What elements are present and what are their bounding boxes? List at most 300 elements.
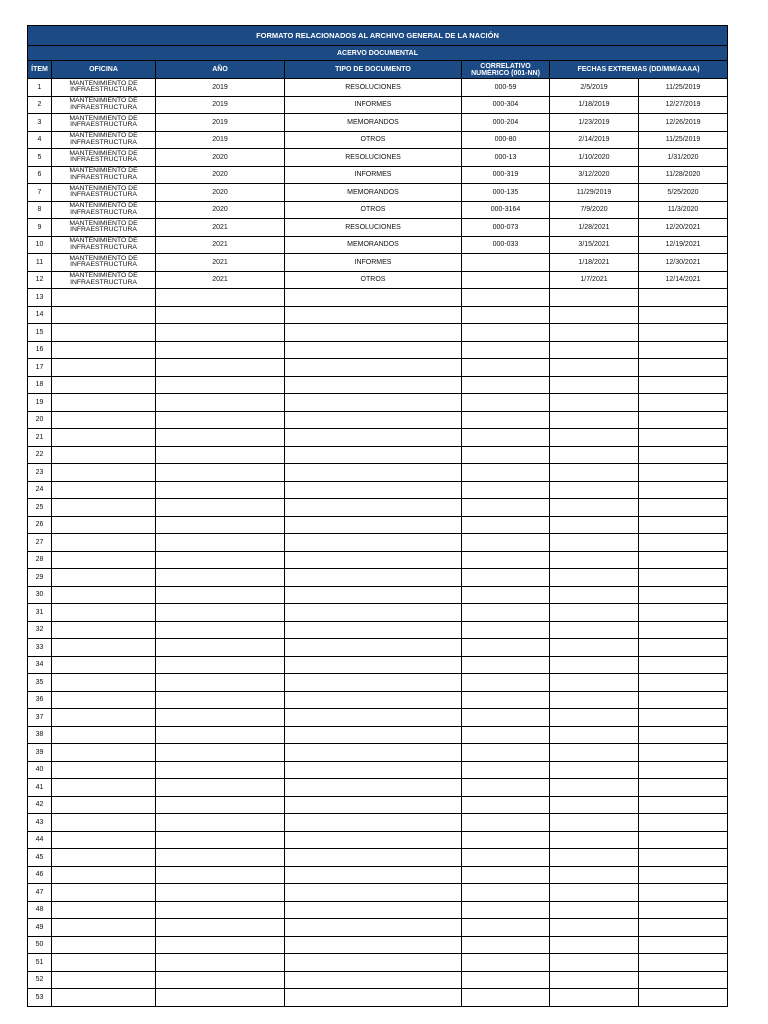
- cell-correlativo: [462, 919, 550, 937]
- cell-item: 44: [28, 831, 52, 849]
- cell-fecha-hasta: [639, 779, 728, 797]
- cell-fecha-desde: [550, 726, 639, 744]
- cell-tipo: [285, 429, 462, 447]
- cell-anio: 2020: [156, 149, 285, 167]
- cell-item: 40: [28, 761, 52, 779]
- cell-fecha-hasta: [639, 709, 728, 727]
- cell-anio: [156, 569, 285, 587]
- cell-item: 16: [28, 341, 52, 359]
- cell-fecha-hasta: 11/3/2020: [639, 201, 728, 219]
- cell-fecha-hasta: [639, 621, 728, 639]
- cell-oficina: [52, 971, 156, 989]
- cell-anio: [156, 516, 285, 534]
- cell-correlativo: [462, 551, 550, 569]
- cell-correlativo: [462, 306, 550, 324]
- cell-fecha-hasta: [639, 971, 728, 989]
- cell-fecha-hasta: [639, 674, 728, 692]
- cell-fecha-hasta: [639, 866, 728, 884]
- cell-correlativo: [462, 761, 550, 779]
- table-row: [28, 761, 728, 779]
- cell-anio: 2021: [156, 254, 285, 272]
- cell-item: 43: [28, 814, 52, 832]
- cell-fecha-desde: 1/18/2021: [550, 254, 639, 272]
- cell-correlativo: [462, 621, 550, 639]
- cell-anio: [156, 674, 285, 692]
- cell-correlativo: 000-3164: [462, 201, 550, 219]
- cell-anio: 2021: [156, 271, 285, 289]
- cell-tipo: [285, 919, 462, 937]
- cell-correlativo: [462, 831, 550, 849]
- cell-fecha-hasta: 11/25/2019: [639, 79, 728, 97]
- cell-anio: [156, 656, 285, 674]
- cell-oficina: MANTENIMIENTO DE INFRAESTRUCTURA: [52, 131, 156, 149]
- cell-tipo: [285, 989, 462, 1007]
- table-row: [28, 866, 728, 884]
- cell-correlativo: [462, 376, 550, 394]
- cell-tipo: [285, 604, 462, 622]
- cell-anio: [156, 499, 285, 517]
- cell-tipo: [285, 586, 462, 604]
- cell-correlativo: 000-033: [462, 236, 550, 254]
- cell-fecha-desde: [550, 569, 639, 587]
- cell-correlativo: [462, 411, 550, 429]
- cell-fecha-hasta: 11/25/2019: [639, 131, 728, 149]
- table-row: [28, 674, 728, 692]
- cell-tipo: INFORMES: [285, 254, 462, 272]
- cell-correlativo: [462, 569, 550, 587]
- cell-item: 39: [28, 744, 52, 762]
- cell-anio: [156, 989, 285, 1007]
- cell-fecha-desde: [550, 796, 639, 814]
- cell-fecha-hasta: [639, 551, 728, 569]
- cell-anio: [156, 954, 285, 972]
- table-row: [28, 796, 728, 814]
- cell-tipo: [285, 709, 462, 727]
- cell-correlativo: 000-80: [462, 131, 550, 149]
- cell-tipo: [285, 621, 462, 639]
- table-row: [28, 429, 728, 447]
- cell-anio: [156, 814, 285, 832]
- cell-tipo: [285, 569, 462, 587]
- header-fechas: FECHAS EXTREMAS (DD/MM/AAAA): [550, 61, 728, 79]
- table-row: [28, 114, 728, 132]
- cell-item: 13: [28, 289, 52, 307]
- cell-item: 31: [28, 604, 52, 622]
- cell-tipo: [285, 779, 462, 797]
- cell-fecha-desde: [550, 691, 639, 709]
- table-row: [28, 936, 728, 954]
- cell-item: 15: [28, 324, 52, 342]
- cell-item: 38: [28, 726, 52, 744]
- cell-fecha-desde: [550, 989, 639, 1007]
- table-row: [28, 709, 728, 727]
- table-row: [28, 411, 728, 429]
- cell-oficina: [52, 586, 156, 604]
- cell-item: 6: [28, 166, 52, 184]
- cell-anio: [156, 884, 285, 902]
- cell-anio: [156, 761, 285, 779]
- cell-oficina: [52, 604, 156, 622]
- cell-correlativo: [462, 674, 550, 692]
- header-tipo: TIPO DE DOCUMENTO: [285, 61, 462, 79]
- cell-item: 21: [28, 429, 52, 447]
- cell-correlativo: [462, 691, 550, 709]
- table-body: [28, 79, 728, 1007]
- cell-correlativo: [462, 394, 550, 412]
- cell-fecha-desde: [550, 866, 639, 884]
- cell-item: 18: [28, 376, 52, 394]
- cell-fecha-desde: 2/14/2019: [550, 131, 639, 149]
- cell-fecha-hasta: [639, 901, 728, 919]
- cell-fecha-hasta: 12/14/2021: [639, 271, 728, 289]
- cell-oficina: MANTENIMIENTO DE INFRAESTRUCTURA: [52, 96, 156, 114]
- cell-fecha-hasta: [639, 446, 728, 464]
- cell-fecha-hasta: [639, 691, 728, 709]
- cell-fecha-hasta: [639, 954, 728, 972]
- table-row: [28, 534, 728, 552]
- cell-correlativo: 000-319: [462, 166, 550, 184]
- cell-item: 14: [28, 306, 52, 324]
- table-row: [28, 989, 728, 1007]
- cell-tipo: [285, 866, 462, 884]
- cell-oficina: [52, 376, 156, 394]
- cell-anio: [156, 586, 285, 604]
- cell-fecha-hasta: [639, 814, 728, 832]
- cell-oficina: [52, 814, 156, 832]
- table-row: [28, 726, 728, 744]
- cell-fecha-hasta: [639, 604, 728, 622]
- cell-fecha-hasta: [639, 394, 728, 412]
- cell-fecha-desde: [550, 639, 639, 657]
- cell-oficina: [52, 429, 156, 447]
- cell-fecha-hasta: 1/31/2020: [639, 149, 728, 167]
- table-row: [28, 884, 728, 902]
- header-anio: AÑO: [156, 61, 285, 79]
- cell-anio: [156, 604, 285, 622]
- cell-oficina: [52, 744, 156, 762]
- cell-fecha-desde: [550, 551, 639, 569]
- table-row: [28, 569, 728, 587]
- cell-oficina: [52, 411, 156, 429]
- table-row: [28, 271, 728, 289]
- cell-fecha-hasta: [639, 341, 728, 359]
- cell-anio: [156, 971, 285, 989]
- cell-oficina: MANTENIMIENTO DE INFRAESTRUCTURA: [52, 254, 156, 272]
- cell-correlativo: [462, 481, 550, 499]
- cell-fecha-desde: 3/15/2021: [550, 236, 639, 254]
- cell-anio: [156, 919, 285, 937]
- table-row: [28, 306, 728, 324]
- cell-tipo: [285, 376, 462, 394]
- cell-oficina: [52, 919, 156, 937]
- cell-fecha-desde: [550, 586, 639, 604]
- cell-fecha-desde: [550, 534, 639, 552]
- cell-item: 34: [28, 656, 52, 674]
- cell-tipo: [285, 849, 462, 867]
- cell-fecha-hasta: [639, 744, 728, 762]
- cell-fecha-hasta: [639, 534, 728, 552]
- cell-fecha-hasta: 12/27/2019: [639, 96, 728, 114]
- cell-fecha-hasta: [639, 919, 728, 937]
- cell-correlativo: 000-13: [462, 149, 550, 167]
- cell-tipo: [285, 341, 462, 359]
- cell-anio: [156, 849, 285, 867]
- cell-item: 24: [28, 481, 52, 499]
- cell-correlativo: [462, 796, 550, 814]
- cell-item: 47: [28, 884, 52, 902]
- table-row: [28, 446, 728, 464]
- cell-correlativo: [462, 639, 550, 657]
- cell-anio: 2019: [156, 79, 285, 97]
- table-row: [28, 621, 728, 639]
- cell-fecha-hasta: [639, 464, 728, 482]
- header-item: ÍTEM: [28, 61, 52, 79]
- cell-fecha-hasta: [639, 656, 728, 674]
- table-row: [28, 184, 728, 202]
- cell-item: 46: [28, 866, 52, 884]
- cell-fecha-hasta: [639, 289, 728, 307]
- cell-tipo: [285, 306, 462, 324]
- cell-oficina: MANTENIMIENTO DE INFRAESTRUCTURA: [52, 236, 156, 254]
- table-row: [28, 236, 728, 254]
- cell-tipo: [285, 411, 462, 429]
- cell-fecha-hasta: 12/20/2021: [639, 219, 728, 237]
- cell-item: 36: [28, 691, 52, 709]
- cell-fecha-desde: [550, 394, 639, 412]
- cell-tipo: [285, 901, 462, 919]
- table-row: [28, 954, 728, 972]
- cell-fecha-desde: [550, 936, 639, 954]
- cell-item: 37: [28, 709, 52, 727]
- cell-oficina: [52, 499, 156, 517]
- cell-item: 50: [28, 936, 52, 954]
- cell-item: 17: [28, 359, 52, 377]
- table-row: [28, 376, 728, 394]
- cell-tipo: OTROS: [285, 201, 462, 219]
- cell-fecha-desde: [550, 779, 639, 797]
- cell-correlativo: [462, 989, 550, 1007]
- cell-anio: 2021: [156, 236, 285, 254]
- cell-fecha-desde: [550, 761, 639, 779]
- cell-oficina: [52, 884, 156, 902]
- cell-oficina: [52, 656, 156, 674]
- cell-item: 48: [28, 901, 52, 919]
- cell-tipo: [285, 971, 462, 989]
- cell-correlativo: [462, 271, 550, 289]
- cell-fecha-desde: [550, 306, 639, 324]
- cell-fecha-desde: 11/29/2019: [550, 184, 639, 202]
- cell-tipo: [285, 796, 462, 814]
- cell-tipo: [285, 324, 462, 342]
- cell-item: 51: [28, 954, 52, 972]
- cell-fecha-hasta: [639, 639, 728, 657]
- cell-item: 33: [28, 639, 52, 657]
- cell-tipo: MEMORANDOS: [285, 114, 462, 132]
- cell-fecha-desde: [550, 429, 639, 447]
- cell-fecha-hasta: [639, 429, 728, 447]
- cell-fecha-desde: [550, 884, 639, 902]
- cell-oficina: [52, 621, 156, 639]
- cell-correlativo: [462, 744, 550, 762]
- cell-oficina: MANTENIMIENTO DE INFRAESTRUCTURA: [52, 166, 156, 184]
- cell-item: 19: [28, 394, 52, 412]
- cell-fecha-hasta: 12/30/2021: [639, 254, 728, 272]
- cell-fecha-desde: 1/7/2021: [550, 271, 639, 289]
- cell-fecha-desde: 1/10/2020: [550, 149, 639, 167]
- archive-table: [27, 25, 728, 1007]
- cell-anio: [156, 779, 285, 797]
- cell-correlativo: 000-304: [462, 96, 550, 114]
- table-row: [28, 744, 728, 762]
- table-title: FORMATO RELACIONADOS AL ARCHIVO GENERAL DE LA NACIÓN: [28, 26, 728, 46]
- cell-fecha-desde: [550, 919, 639, 937]
- cell-item: 30: [28, 586, 52, 604]
- cell-fecha-desde: [550, 376, 639, 394]
- cell-anio: [156, 709, 285, 727]
- cell-oficina: [52, 691, 156, 709]
- cell-tipo: [285, 744, 462, 762]
- cell-anio: [156, 359, 285, 377]
- cell-item: 22: [28, 446, 52, 464]
- cell-item: 12: [28, 271, 52, 289]
- cell-fecha-desde: 1/23/2019: [550, 114, 639, 132]
- table-row: [28, 604, 728, 622]
- document-sheet: [27, 25, 727, 1007]
- cell-tipo: RESOLUCIONES: [285, 219, 462, 237]
- cell-fecha-hasta: [639, 849, 728, 867]
- cell-anio: [156, 481, 285, 499]
- cell-tipo: RESOLUCIONES: [285, 79, 462, 97]
- cell-correlativo: [462, 534, 550, 552]
- table-row: [28, 341, 728, 359]
- cell-tipo: INFORMES: [285, 96, 462, 114]
- cell-tipo: [285, 831, 462, 849]
- cell-fecha-hasta: 12/26/2019: [639, 114, 728, 132]
- cell-fecha-desde: [550, 411, 639, 429]
- cell-oficina: MANTENIMIENTO DE INFRAESTRUCTURA: [52, 79, 156, 97]
- cell-tipo: [285, 516, 462, 534]
- cell-item: 28: [28, 551, 52, 569]
- cell-tipo: INFORMES: [285, 166, 462, 184]
- cell-tipo: [285, 446, 462, 464]
- table-row: [28, 464, 728, 482]
- cell-fecha-desde: [550, 359, 639, 377]
- cell-correlativo: 000-073: [462, 219, 550, 237]
- cell-anio: [156, 866, 285, 884]
- cell-fecha-hasta: [639, 516, 728, 534]
- cell-fecha-hasta: [639, 726, 728, 744]
- cell-item: 1: [28, 79, 52, 97]
- cell-fecha-desde: [550, 901, 639, 919]
- cell-oficina: [52, 866, 156, 884]
- cell-fecha-desde: [550, 831, 639, 849]
- cell-item: 53: [28, 989, 52, 1007]
- cell-fecha-desde: [550, 674, 639, 692]
- cell-tipo: [285, 534, 462, 552]
- cell-oficina: [52, 639, 156, 657]
- cell-correlativo: [462, 779, 550, 797]
- cell-tipo: [285, 481, 462, 499]
- cell-fecha-hasta: [639, 376, 728, 394]
- cell-anio: 2021: [156, 219, 285, 237]
- cell-oficina: MANTENIMIENTO DE INFRAESTRUCTURA: [52, 271, 156, 289]
- table-row: [28, 831, 728, 849]
- cell-fecha-desde: [550, 341, 639, 359]
- table-row: [28, 394, 728, 412]
- cell-fecha-desde: [550, 971, 639, 989]
- table-row: [28, 149, 728, 167]
- cell-anio: [156, 324, 285, 342]
- cell-correlativo: [462, 429, 550, 447]
- cell-fecha-desde: [550, 604, 639, 622]
- cell-item: 2: [28, 96, 52, 114]
- cell-item: 32: [28, 621, 52, 639]
- cell-anio: [156, 551, 285, 569]
- cell-correlativo: [462, 954, 550, 972]
- cell-anio: [156, 464, 285, 482]
- cell-correlativo: [462, 726, 550, 744]
- cell-oficina: [52, 989, 156, 1007]
- cell-item: 27: [28, 534, 52, 552]
- cell-fecha-desde: [550, 814, 639, 832]
- cell-oficina: [52, 534, 156, 552]
- cell-fecha-desde: 1/18/2019: [550, 96, 639, 114]
- table-row: [28, 499, 728, 517]
- cell-correlativo: 000-204: [462, 114, 550, 132]
- cell-oficina: [52, 936, 156, 954]
- cell-oficina: [52, 341, 156, 359]
- cell-item: 45: [28, 849, 52, 867]
- cell-item: 52: [28, 971, 52, 989]
- cell-item: 49: [28, 919, 52, 937]
- cell-tipo: [285, 639, 462, 657]
- cell-item: 23: [28, 464, 52, 482]
- cell-correlativo: [462, 971, 550, 989]
- table-row: [28, 656, 728, 674]
- cell-oficina: MANTENIMIENTO DE INFRAESTRUCTURA: [52, 114, 156, 132]
- cell-anio: 2020: [156, 166, 285, 184]
- table-row: [28, 691, 728, 709]
- cell-correlativo: 000-135: [462, 184, 550, 202]
- cell-correlativo: [462, 866, 550, 884]
- table-row: [28, 131, 728, 149]
- cell-oficina: [52, 674, 156, 692]
- cell-fecha-desde: [550, 849, 639, 867]
- table-row: [28, 639, 728, 657]
- cell-oficina: [52, 481, 156, 499]
- table-row: [28, 971, 728, 989]
- table-row: [28, 849, 728, 867]
- cell-correlativo: [462, 289, 550, 307]
- table-row: [28, 901, 728, 919]
- cell-anio: [156, 744, 285, 762]
- cell-oficina: [52, 464, 156, 482]
- cell-anio: [156, 394, 285, 412]
- cell-fecha-hasta: [639, 481, 728, 499]
- cell-tipo: OTROS: [285, 131, 462, 149]
- cell-tipo: [285, 814, 462, 832]
- cell-fecha-hasta: 11/28/2020: [639, 166, 728, 184]
- cell-anio: [156, 411, 285, 429]
- cell-item: 35: [28, 674, 52, 692]
- cell-correlativo: [462, 656, 550, 674]
- cell-fecha-hasta: [639, 796, 728, 814]
- cell-tipo: [285, 954, 462, 972]
- cell-anio: [156, 726, 285, 744]
- cell-correlativo: [462, 324, 550, 342]
- table-row: [28, 289, 728, 307]
- table-subtitle: ACERVO DOCUMENTAL: [28, 46, 728, 61]
